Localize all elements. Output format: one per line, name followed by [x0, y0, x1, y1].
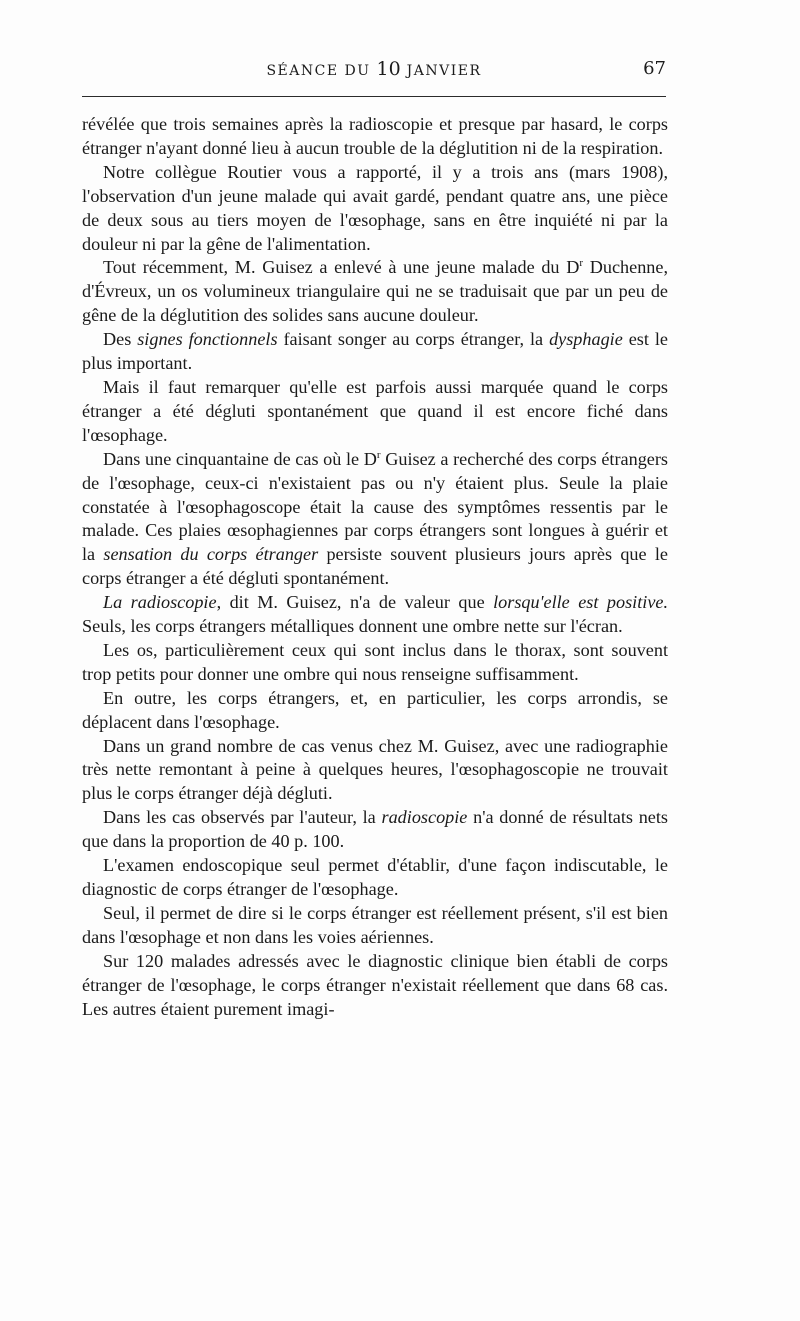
- italic-term: sensation du corps étranger: [103, 544, 319, 565]
- superscript: r: [376, 448, 381, 461]
- paragraph: [82, 448, 668, 591]
- italic-term: dysphagie: [549, 329, 623, 350]
- paragraph: Les os, particulièrement ceux qui sont inclus dans le thorax, sont souvent trop petits pour donner une ombre qui nous renseigne suffisamment.: [82, 639, 668, 684]
- paragraph-text: Dans une cinquantaine de cas où le D: [103, 448, 377, 469]
- paragraph-text: Duchenne, d'Évreux, un os volumineux triangulaire qui ne se traduisait que par un peu de gêne de la déglutition des solides sans aucune douleur.: [82, 257, 668, 326]
- paragraph: Dans un grand nombre de cas venus chez M. Guisez, avec une radiographie très nette remontant à peine à quelques heures, l'œsophagoscopie ne trouvait plus le corps étranger déjà dégluti.: [82, 735, 668, 804]
- page-number: 67: [643, 58, 666, 79]
- header-rule: [82, 96, 666, 97]
- paragraph: Sur 120 malades adressés avec le diagnostic clinique bien établi de corps étranger de l'œsophage, le corps étranger n'existait réellement que dans 68 cas. Les autres étaient purement imagi-: [82, 950, 668, 1019]
- paragraph: [82, 256, 668, 328]
- running-title: [82, 58, 666, 80]
- italic-term: signes fonctionnels: [137, 329, 278, 350]
- running-header: [82, 58, 666, 82]
- paragraph: Notre collègue Routier vous a rapporté, il y a trois ans (mars 1908), l'observation d'un jeune malade qui avait gardé, pendant quatre ans, une pièce de deux sous au tiers moyen de l'œsophage, sans en être inquiété ni par la douleur ni par la gêne de l'alimentation.: [82, 161, 668, 254]
- paragraph: [82, 806, 668, 854]
- paragraph-text: Des: [103, 329, 138, 350]
- paragraph-text: , dit M. Guisez, n'a de valeur que: [216, 592, 494, 613]
- superscript: r: [579, 257, 584, 270]
- body-text: [82, 113, 668, 1021]
- running-title-prefix: SÉANCE DU: [266, 63, 377, 79]
- paragraph: L'examen endoscopique seul permet d'établir, d'une façon indiscutable, le diagnostic de corps étranger de l'œsophage.: [82, 855, 668, 899]
- paragraph-text: persiste souvent plusieurs jours après que le corps étranger a été dégluti spontanément.: [82, 544, 668, 589]
- paragraph: [82, 591, 668, 639]
- paragraph-text: Seuls, les corps étrangers métalliques donnent une ombre nette sur l'écran.: [82, 616, 623, 637]
- paragraph-text: Tout récemment, M. Guisez a enlevé à une jeune malade du D: [103, 257, 580, 278]
- paragraph: Seul, il permet de dire si le corps étranger est réellement présent, s'il est bien dans l'œsophage et non dans les voies aériennes.: [82, 902, 668, 947]
- paragraph-text: faisant songer au corps étranger, la: [277, 329, 550, 350]
- italic-term: lorsqu'elle est positive.: [493, 592, 669, 613]
- paragraph: Mais il faut remarquer qu'elle est parfois aussi marquée quand le corps étranger a été dégluti spontanément que quand il est encore fiché dans l'œsophage.: [82, 376, 668, 445]
- paragraph: révélée que trois semaines après la radioscopie et presque par hasard, le corps étranger n'ayant donné lieu à aucun trouble de la déglutition ni de la respiration.: [82, 114, 668, 158]
- paragraph-text: n'a donné de résultats nets que dans la proportion de 40 p. 100.: [82, 807, 669, 852]
- paragraph: En outre, les corps étrangers, et, en particulier, les corps arrondis, se déplacent dans l'œsophage.: [82, 687, 668, 732]
- paragraph: [82, 328, 668, 376]
- paragraph-text: est le plus important.: [82, 329, 668, 374]
- paragraph-text: Dans les cas observés par l'auteur, la: [103, 807, 382, 828]
- running-title-day: 10: [376, 58, 401, 80]
- paragraph-text: Guisez a recherché des corps étrangers de l'œsophage, ceux-ci n'existaient pas ou n'y étaient plus. Seule la plaie constatée à l'œsophagoscope était la cause des symptômes ressentis par le malade. Ces plaies œsophagiennes par corps étrangers sont longues à guérir et la: [82, 448, 668, 565]
- running-title-month: JANVIER: [400, 63, 482, 79]
- italic-term: La radioscopie: [103, 592, 217, 613]
- italic-term: radioscopie: [381, 807, 468, 828]
